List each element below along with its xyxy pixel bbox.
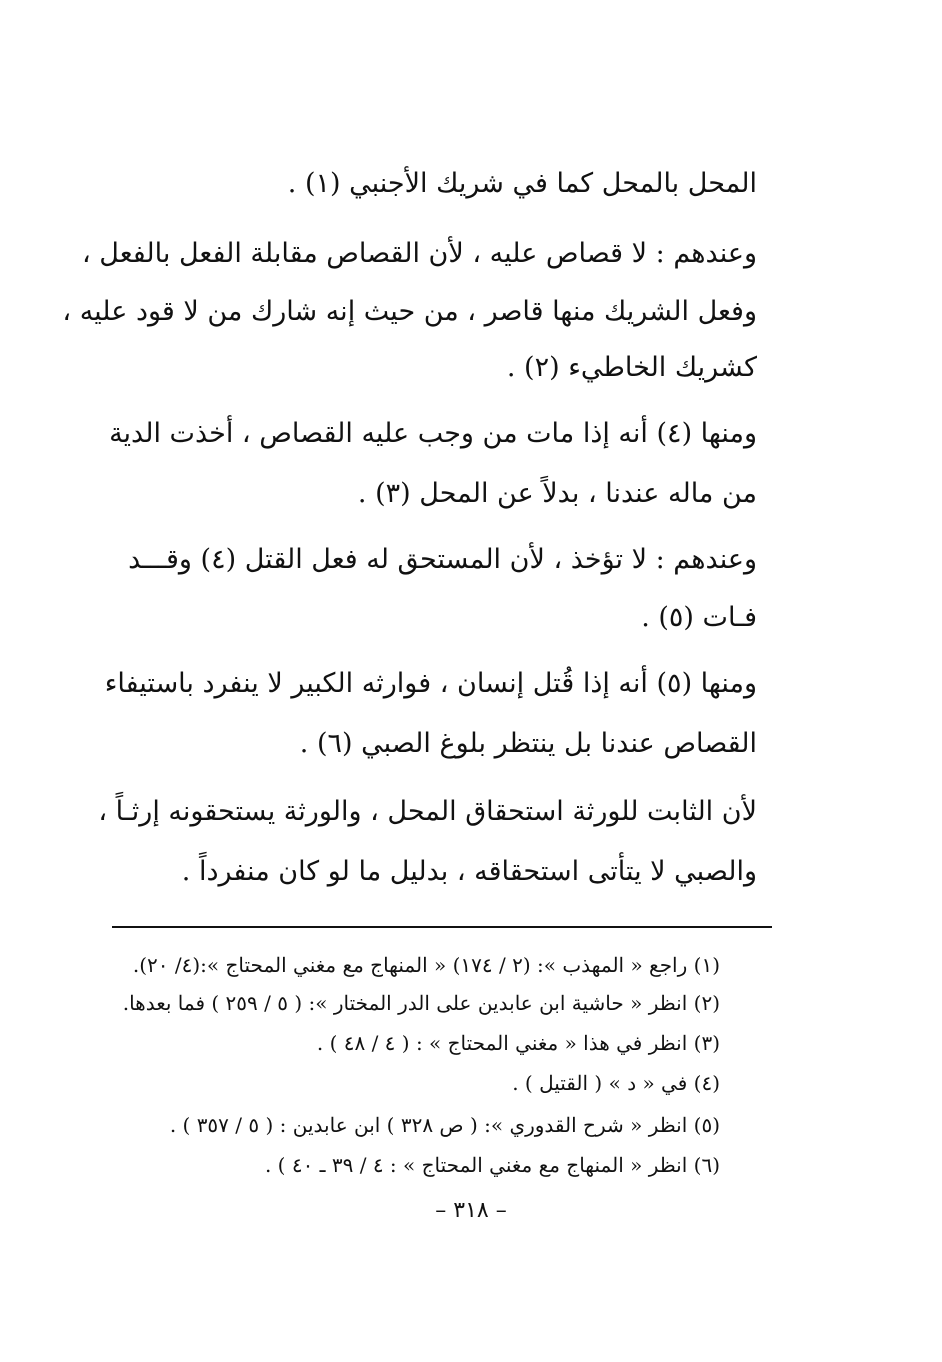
body-line: وفعل الشريك منها قاصر ، من حيث إنه شارك من لا قود عليه ، <box>62 296 757 327</box>
body-line: من ماله عندنا ، بدلاً عن المحل (٣) . <box>357 478 757 509</box>
body-line: المحل بالمحل كما في شريك الأجنبي (١) . <box>287 168 757 199</box>
body-line: لأن الثابت للورثة استحقاق المحل ، والورثة يستحقونه إرثـاً ، <box>98 796 757 827</box>
body-line: ومنها (٤) أنه إذا مات من وجب عليه القصاص ، أخذت الدية <box>109 418 757 449</box>
footnote: (٢) انظر « حاشية ابن عابدين على الدر المختار »: ( ٥ / ٢٥٩ ) فما بعدها. <box>122 991 720 1015</box>
footnote: (٣) انظر في هذا « مغني المحتاج » : ( ٤ / ٤٨ ) . <box>316 1031 720 1055</box>
footnote: (٤) في « د » ( القتيل ) . <box>512 1071 720 1095</box>
body-line: وعندهم : لا تؤخذ ، لأن المستحق له فعل القتل (٤) وقـــد <box>128 544 757 575</box>
body-line: القصاص عندنا بل ينتظر بلوغ الصبي (٦) . <box>299 728 757 759</box>
footnote: (٥) انظر « شرح القدوري »: ( ص ٣٢٨ ) ابن عابدين : ( ٥ / ٣٥٧ ) . <box>169 1113 720 1137</box>
footnote: (١) راجع « المهذب »: (٢ / ١٧٤) « المنهاج مع مغني المحتاج »:(٤/ ٢٠). <box>132 953 720 977</box>
body-line: كشريك الخاطيء (٢) . <box>506 352 757 383</box>
page-number: – ٣١٨ – <box>435 1198 507 1223</box>
body-line: فـات (٥) . <box>641 602 757 633</box>
footnote-divider <box>112 926 772 928</box>
body-line: وعندهم : لا قصاص عليه ، لأن القصاص مقابلة الفعل بالفعل ، <box>82 238 757 269</box>
body-line: والصبي لا يتأتى استحقاقه ، بدليل ما لو كان منفرداً . <box>181 856 757 887</box>
body-line: ومنها (٥) أنه إذا قُتل إنسان ، فوارثه الكبير لا ينفرد باستيفاء <box>104 668 757 699</box>
footnote: (٦) انظر « المنهاج مع مغني المحتاج » : ٤ / ٣٩ ـ ٤٠ ) . <box>264 1153 720 1177</box>
